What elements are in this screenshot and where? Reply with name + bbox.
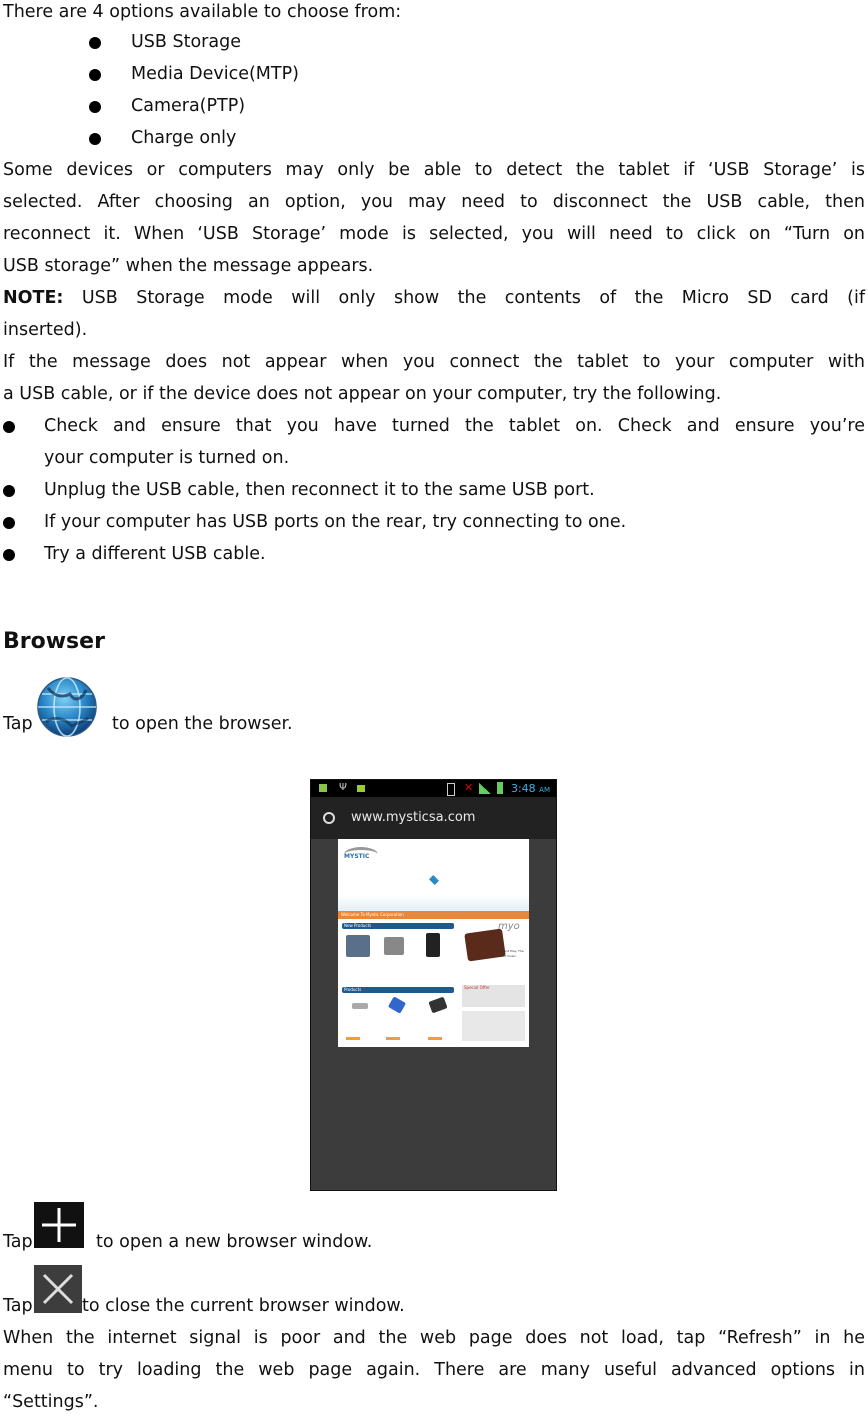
- final-para-line: When the internet signal is poor and the web page does not load, tap “Refresh” in he: [3, 1328, 865, 1348]
- para1-line: Some devices or computers may only be able to detect the tablet if ‘USB Storage’ is: [3, 160, 865, 180]
- web-page: [338, 839, 529, 1047]
- globe-small-icon: [323, 812, 335, 824]
- note-text: USB Storage mode will only show the contents of the Micro SD card (if: [81, 288, 865, 308]
- battery-icon: [497, 782, 503, 794]
- para1-line: reconnect it. When ‘USB Storage’ mode is selected, you will need to click on “Turn on: [3, 224, 865, 244]
- check-item-cont: your computer is turned on.: [44, 448, 290, 468]
- banner-text: Welcome To Mystic Corporation: [341, 912, 404, 917]
- android-icon: [357, 785, 365, 792]
- option-media-device: Media Device(MTP): [131, 64, 299, 84]
- note-line-2: inserted).: [3, 320, 88, 340]
- bullet-icon: [89, 37, 101, 49]
- note-line: [3, 282, 865, 314]
- product-image: [426, 933, 440, 957]
- intro-text: There are 4 options available to choose from:: [3, 2, 402, 22]
- usb-icon: Ψ: [339, 782, 347, 793]
- new-window-text: to open a new browser window.: [96, 1232, 373, 1252]
- products-label: Products: [344, 987, 362, 992]
- slogan: Beyond Play. The art of music.: [498, 949, 524, 958]
- browser-globe-icon: [34, 676, 100, 738]
- new-products-label: New Products: [344, 923, 372, 928]
- option-charge-only: Charge only: [131, 128, 237, 148]
- option-camera: Camera(PTP): [131, 96, 246, 116]
- signal-icon: [479, 783, 491, 794]
- bullet-icon: [3, 485, 15, 497]
- url-bar: [311, 797, 556, 839]
- bullet-icon: [3, 549, 15, 561]
- bullet-icon: [3, 421, 15, 433]
- product-image: [384, 937, 404, 955]
- final-para-line: “Settings”.: [3, 1392, 99, 1412]
- product-image: [428, 997, 447, 1014]
- para2-line: If the message does not appear when you connect the tablet to your computer with: [3, 352, 865, 372]
- bluetooth-icon: [447, 783, 455, 796]
- status-bar: [311, 780, 556, 797]
- tap-label: Tap: [3, 714, 33, 734]
- url-text: www.mysticsa.com: [351, 810, 476, 825]
- notification-icon: [319, 784, 327, 792]
- check-item: Try a different USB cable.: [44, 544, 266, 564]
- option-usb-storage: USB Storage: [131, 32, 241, 52]
- product-image: [346, 935, 370, 957]
- more-button: [346, 1037, 360, 1040]
- no-signal-icon: ✕: [464, 781, 474, 794]
- open-browser-text: to open the browser.: [112, 714, 293, 734]
- more-button: [428, 1037, 442, 1040]
- clock: 3:48 AM: [510, 782, 550, 795]
- check-item: Unplug the USB cable, then reconnect it to the same USB port.: [44, 480, 595, 500]
- check-item: If your computer has USB ports on the rear, try connecting to one.: [44, 512, 627, 532]
- para1-line: USB storage” when the message appears.: [3, 256, 374, 276]
- browser-screenshot: [310, 779, 557, 1191]
- news-box: [462, 1011, 525, 1041]
- para1-line: selected. After choosing an option, you may need to disconnect the USB cable, then: [3, 192, 865, 212]
- bullet-icon: [89, 69, 101, 81]
- more-button: [386, 1037, 400, 1040]
- site-logo: MYSTIC: [344, 853, 370, 860]
- product-image: [352, 1003, 368, 1009]
- tap-label: Tap: [3, 1232, 33, 1252]
- check-item: Check and ensure that you have turned the tablet on. Check and ensure you’re: [44, 416, 865, 436]
- myo-logo: myo: [498, 921, 520, 932]
- bullet-icon: [89, 133, 101, 145]
- close-icon: [34, 1265, 82, 1313]
- bullet-icon: [3, 517, 15, 529]
- tap-label: Tap: [3, 1296, 33, 1316]
- section-heading: Browser: [3, 629, 105, 654]
- close-window-text: to close the current browser window.: [82, 1296, 405, 1316]
- final-para-line: menu to try loading the web page again. There are many useful advanced options in: [3, 1360, 865, 1380]
- special-offer-label: Special Offer: [464, 985, 490, 990]
- para2-line: a USB cable, or if the device does not appear on your computer, try the following.: [3, 384, 722, 404]
- plus-icon: [34, 1202, 84, 1248]
- note-label: NOTE:: [3, 288, 64, 308]
- product-image: [388, 996, 406, 1013]
- bullet-icon: [89, 101, 101, 113]
